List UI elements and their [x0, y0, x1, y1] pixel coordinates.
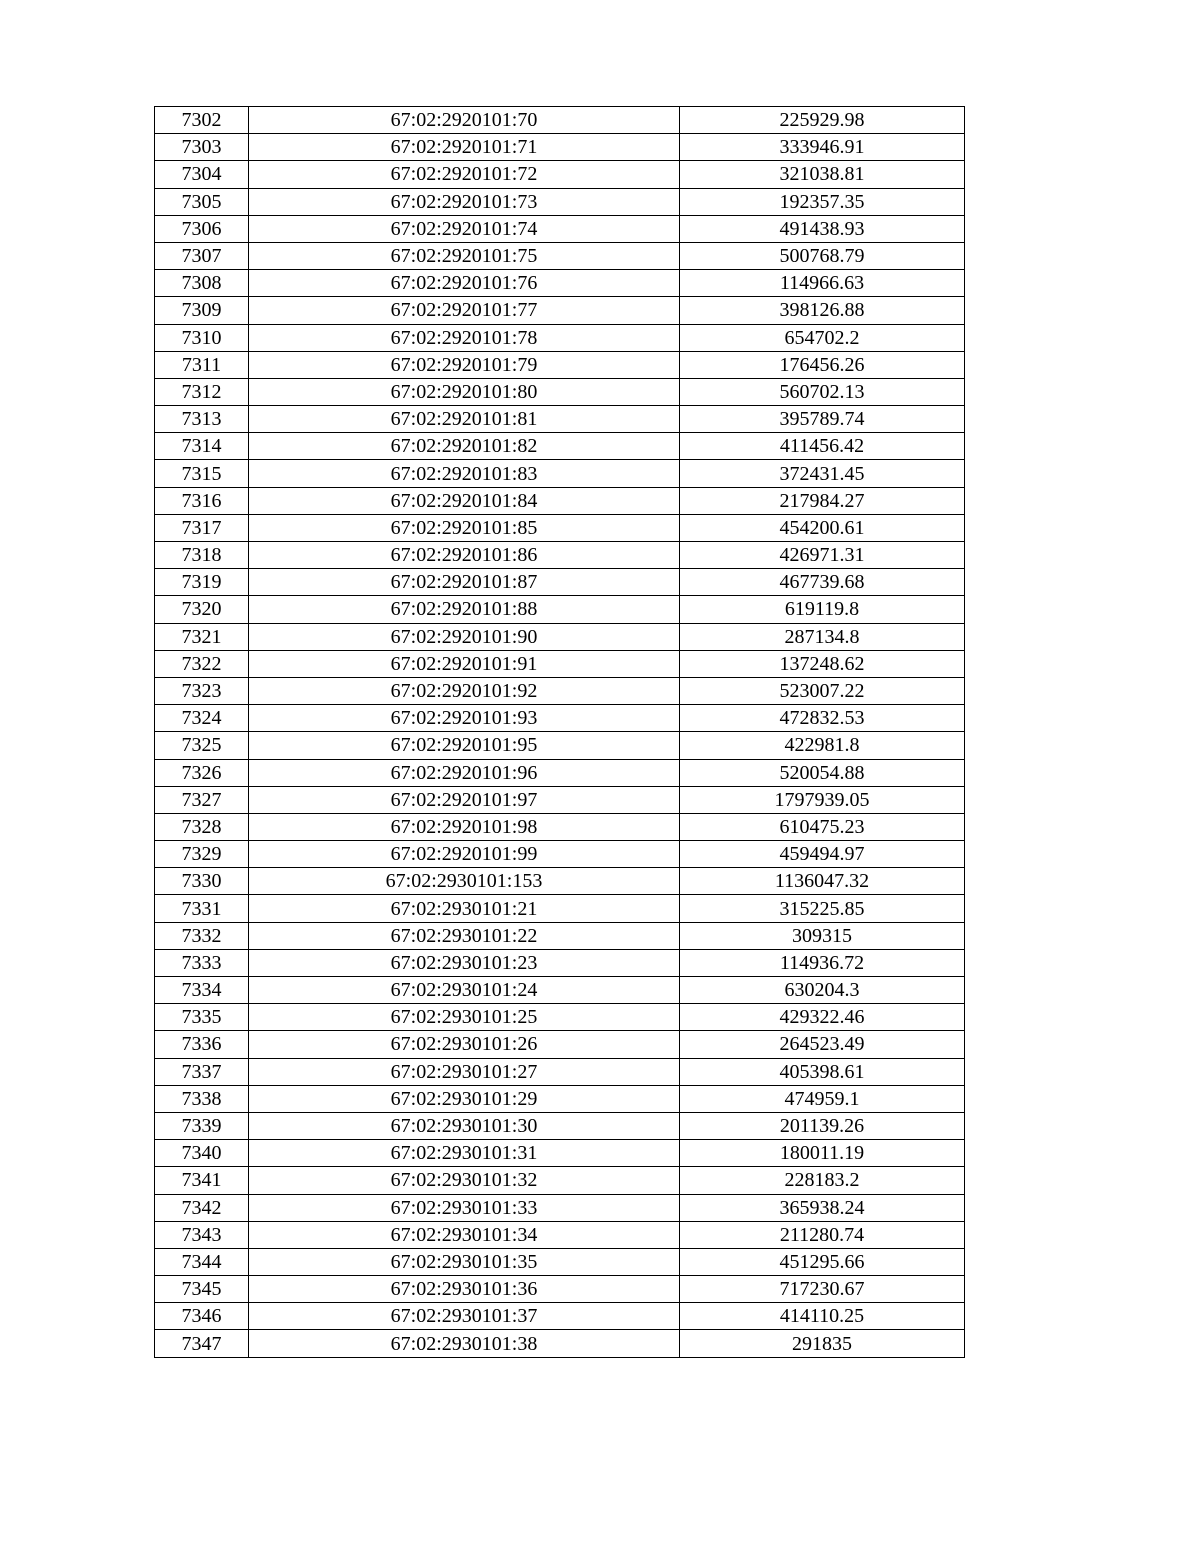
value-cell: 321038.81 — [680, 161, 965, 188]
table-body — [155, 107, 965, 1358]
value-cell: 176456.26 — [680, 351, 965, 378]
table-row — [155, 650, 965, 677]
value-cell: 1136047.32 — [680, 868, 965, 895]
cadastral-number-cell: 67:02:2930101:36 — [249, 1276, 680, 1303]
cadastral-number-cell: 67:02:2920101:75 — [249, 242, 680, 269]
value-cell: 114966.63 — [680, 270, 965, 297]
row-number-cell: 7302 — [155, 107, 249, 134]
value-cell: 114936.72 — [680, 949, 965, 976]
row-number-cell: 7343 — [155, 1221, 249, 1248]
cadastral-number-cell: 67:02:2930101:21 — [249, 895, 680, 922]
table-row — [155, 1140, 965, 1167]
cadastral-number-cell: 67:02:2930101:38 — [249, 1330, 680, 1357]
cadastral-number-cell: 67:02:2920101:93 — [249, 705, 680, 732]
cadastral-number-cell: 67:02:2920101:79 — [249, 351, 680, 378]
row-number-cell: 7304 — [155, 161, 249, 188]
cadastral-number-cell: 67:02:2930101:34 — [249, 1221, 680, 1248]
value-cell: 225929.98 — [680, 107, 965, 134]
value-cell: 411456.42 — [680, 433, 965, 460]
row-number-cell: 7312 — [155, 378, 249, 405]
data-table — [154, 106, 965, 1358]
cadastral-number-cell: 67:02:2920101:86 — [249, 542, 680, 569]
table-row — [155, 107, 965, 134]
table-row — [155, 569, 965, 596]
cadastral-number-cell: 67:02:2920101:85 — [249, 514, 680, 541]
cadastral-number-cell: 67:02:2930101:25 — [249, 1004, 680, 1031]
value-cell: 1797939.05 — [680, 786, 965, 813]
row-number-cell: 7335 — [155, 1004, 249, 1031]
cadastral-number-cell: 67:02:2930101:33 — [249, 1194, 680, 1221]
value-cell: 422981.8 — [680, 732, 965, 759]
value-cell: 654702.2 — [680, 324, 965, 351]
value-cell: 333946.91 — [680, 134, 965, 161]
value-cell: 228183.2 — [680, 1167, 965, 1194]
cadastral-number-cell: 67:02:2920101:83 — [249, 460, 680, 487]
value-cell: 192357.35 — [680, 188, 965, 215]
cadastral-number-cell: 67:02:2920101:96 — [249, 759, 680, 786]
value-cell: 414110.25 — [680, 1303, 965, 1330]
cadastral-number-cell: 67:02:2920101:98 — [249, 813, 680, 840]
row-number-cell: 7324 — [155, 705, 249, 732]
table-row — [155, 1303, 965, 1330]
cadastral-number-cell: 67:02:2930101:24 — [249, 977, 680, 1004]
cadastral-number-cell: 67:02:2920101:91 — [249, 650, 680, 677]
cadastral-number-cell: 67:02:2920101:88 — [249, 596, 680, 623]
row-number-cell: 7314 — [155, 433, 249, 460]
row-number-cell: 7331 — [155, 895, 249, 922]
table-row — [155, 786, 965, 813]
table-row — [155, 977, 965, 1004]
value-cell: 137248.62 — [680, 650, 965, 677]
row-number-cell: 7332 — [155, 922, 249, 949]
cadastral-number-cell: 67:02:2930101:22 — [249, 922, 680, 949]
table-row — [155, 922, 965, 949]
cadastral-number-cell: 67:02:2930101:31 — [249, 1140, 680, 1167]
table-row — [155, 1167, 965, 1194]
table-row — [155, 1194, 965, 1221]
table-row — [155, 705, 965, 732]
table-row — [155, 460, 965, 487]
row-number-cell: 7319 — [155, 569, 249, 596]
row-number-cell: 7338 — [155, 1085, 249, 1112]
value-cell: 201139.26 — [680, 1112, 965, 1139]
row-number-cell: 7321 — [155, 623, 249, 650]
value-cell: 500768.79 — [680, 242, 965, 269]
table-row — [155, 1085, 965, 1112]
value-cell: 365938.24 — [680, 1194, 965, 1221]
value-cell: 217984.27 — [680, 487, 965, 514]
row-number-cell: 7344 — [155, 1248, 249, 1275]
value-cell: 472832.53 — [680, 705, 965, 732]
row-number-cell: 7345 — [155, 1276, 249, 1303]
row-number-cell: 7341 — [155, 1167, 249, 1194]
table-row — [155, 378, 965, 405]
cadastral-number-cell: 67:02:2920101:95 — [249, 732, 680, 759]
row-number-cell: 7340 — [155, 1140, 249, 1167]
table-row — [155, 895, 965, 922]
row-number-cell: 7311 — [155, 351, 249, 378]
cadastral-number-cell: 67:02:2930101:35 — [249, 1248, 680, 1275]
table-row — [155, 596, 965, 623]
table-row — [155, 949, 965, 976]
row-number-cell: 7316 — [155, 487, 249, 514]
table-row — [155, 270, 965, 297]
cadastral-number-cell: 67:02:2930101:32 — [249, 1167, 680, 1194]
table-row — [155, 732, 965, 759]
value-cell: 211280.74 — [680, 1221, 965, 1248]
cadastral-number-cell: 67:02:2920101:70 — [249, 107, 680, 134]
cadastral-number-cell: 67:02:2920101:76 — [249, 270, 680, 297]
value-cell: 459494.97 — [680, 841, 965, 868]
row-number-cell: 7320 — [155, 596, 249, 623]
value-cell: 520054.88 — [680, 759, 965, 786]
cadastral-number-cell: 67:02:2930101:30 — [249, 1112, 680, 1139]
value-cell: 405398.61 — [680, 1058, 965, 1085]
cadastral-number-cell: 67:02:2930101:27 — [249, 1058, 680, 1085]
cadastral-number-cell: 67:02:2920101:92 — [249, 677, 680, 704]
row-number-cell: 7317 — [155, 514, 249, 541]
row-number-cell: 7306 — [155, 215, 249, 242]
value-cell: 264523.49 — [680, 1031, 965, 1058]
value-cell: 630204.3 — [680, 977, 965, 1004]
value-cell: 454200.61 — [680, 514, 965, 541]
row-number-cell: 7303 — [155, 134, 249, 161]
row-number-cell: 7326 — [155, 759, 249, 786]
table-row — [155, 677, 965, 704]
cadastral-number-cell: 67:02:2920101:81 — [249, 406, 680, 433]
cadastral-number-cell: 67:02:2920101:77 — [249, 297, 680, 324]
value-cell: 180011.19 — [680, 1140, 965, 1167]
row-number-cell: 7325 — [155, 732, 249, 759]
value-cell: 395789.74 — [680, 406, 965, 433]
table-row — [155, 1330, 965, 1357]
table-row — [155, 188, 965, 215]
table-row — [155, 161, 965, 188]
value-cell: 398126.88 — [680, 297, 965, 324]
row-number-cell: 7309 — [155, 297, 249, 324]
cadastral-number-cell: 67:02:2920101:74 — [249, 215, 680, 242]
row-number-cell: 7327 — [155, 786, 249, 813]
value-cell: 309315 — [680, 922, 965, 949]
table-row — [155, 759, 965, 786]
value-cell: 523007.22 — [680, 677, 965, 704]
cadastral-number-cell: 67:02:2930101:23 — [249, 949, 680, 976]
row-number-cell: 7308 — [155, 270, 249, 297]
value-cell: 287134.8 — [680, 623, 965, 650]
row-number-cell: 7318 — [155, 542, 249, 569]
row-number-cell: 7315 — [155, 460, 249, 487]
value-cell: 619119.8 — [680, 596, 965, 623]
value-cell: 315225.85 — [680, 895, 965, 922]
table-row — [155, 297, 965, 324]
table-row — [155, 1112, 965, 1139]
table-row — [155, 1004, 965, 1031]
value-cell: 451295.66 — [680, 1248, 965, 1275]
value-cell: 372431.45 — [680, 460, 965, 487]
table-row — [155, 215, 965, 242]
cadastral-number-cell: 67:02:2920101:78 — [249, 324, 680, 351]
table-row — [155, 242, 965, 269]
cadastral-number-cell: 67:02:2920101:97 — [249, 786, 680, 813]
row-number-cell: 7323 — [155, 677, 249, 704]
value-cell: 491438.93 — [680, 215, 965, 242]
cadastral-number-cell: 67:02:2920101:72 — [249, 161, 680, 188]
table-row — [155, 514, 965, 541]
row-number-cell: 7342 — [155, 1194, 249, 1221]
table-row — [155, 1031, 965, 1058]
value-cell: 560702.13 — [680, 378, 965, 405]
row-number-cell: 7328 — [155, 813, 249, 840]
table-row — [155, 542, 965, 569]
row-number-cell: 7322 — [155, 650, 249, 677]
value-cell: 610475.23 — [680, 813, 965, 840]
cadastral-number-cell: 67:02:2930101:26 — [249, 1031, 680, 1058]
table-row — [155, 1276, 965, 1303]
row-number-cell: 7339 — [155, 1112, 249, 1139]
table-row — [155, 868, 965, 895]
row-number-cell: 7333 — [155, 949, 249, 976]
row-number-cell: 7329 — [155, 841, 249, 868]
table-row — [155, 487, 965, 514]
cadastral-number-cell: 67:02:2920101:99 — [249, 841, 680, 868]
cadastral-number-cell: 67:02:2920101:80 — [249, 378, 680, 405]
value-cell: 717230.67 — [680, 1276, 965, 1303]
table-row — [155, 406, 965, 433]
table-row — [155, 1058, 965, 1085]
table-row — [155, 623, 965, 650]
row-number-cell: 7305 — [155, 188, 249, 215]
cadastral-number-cell: 67:02:2920101:71 — [249, 134, 680, 161]
table-row — [155, 351, 965, 378]
cadastral-number-cell: 67:02:2920101:82 — [249, 433, 680, 460]
row-number-cell: 7334 — [155, 977, 249, 1004]
row-number-cell: 7337 — [155, 1058, 249, 1085]
cadastral-number-cell: 67:02:2920101:90 — [249, 623, 680, 650]
cadastral-number-cell: 67:02:2930101:37 — [249, 1303, 680, 1330]
cadastral-number-cell: 67:02:2920101:84 — [249, 487, 680, 514]
value-cell: 474959.1 — [680, 1085, 965, 1112]
cadastral-number-cell: 67:02:2930101:29 — [249, 1085, 680, 1112]
table-row — [155, 134, 965, 161]
table-row — [155, 324, 965, 351]
table-row — [155, 1248, 965, 1275]
cadastral-number-cell: 67:02:2930101:153 — [249, 868, 680, 895]
table-row — [155, 1221, 965, 1248]
cadastral-number-cell: 67:02:2920101:73 — [249, 188, 680, 215]
value-cell: 467739.68 — [680, 569, 965, 596]
value-cell: 426971.31 — [680, 542, 965, 569]
row-number-cell: 7310 — [155, 324, 249, 351]
row-number-cell: 7313 — [155, 406, 249, 433]
value-cell: 291835 — [680, 1330, 965, 1357]
row-number-cell: 7336 — [155, 1031, 249, 1058]
table-row — [155, 813, 965, 840]
table-row — [155, 841, 965, 868]
row-number-cell: 7307 — [155, 242, 249, 269]
row-number-cell: 7330 — [155, 868, 249, 895]
row-number-cell: 7346 — [155, 1303, 249, 1330]
table-row — [155, 433, 965, 460]
cadastral-number-cell: 67:02:2920101:87 — [249, 569, 680, 596]
value-cell: 429322.46 — [680, 1004, 965, 1031]
row-number-cell: 7347 — [155, 1330, 249, 1357]
